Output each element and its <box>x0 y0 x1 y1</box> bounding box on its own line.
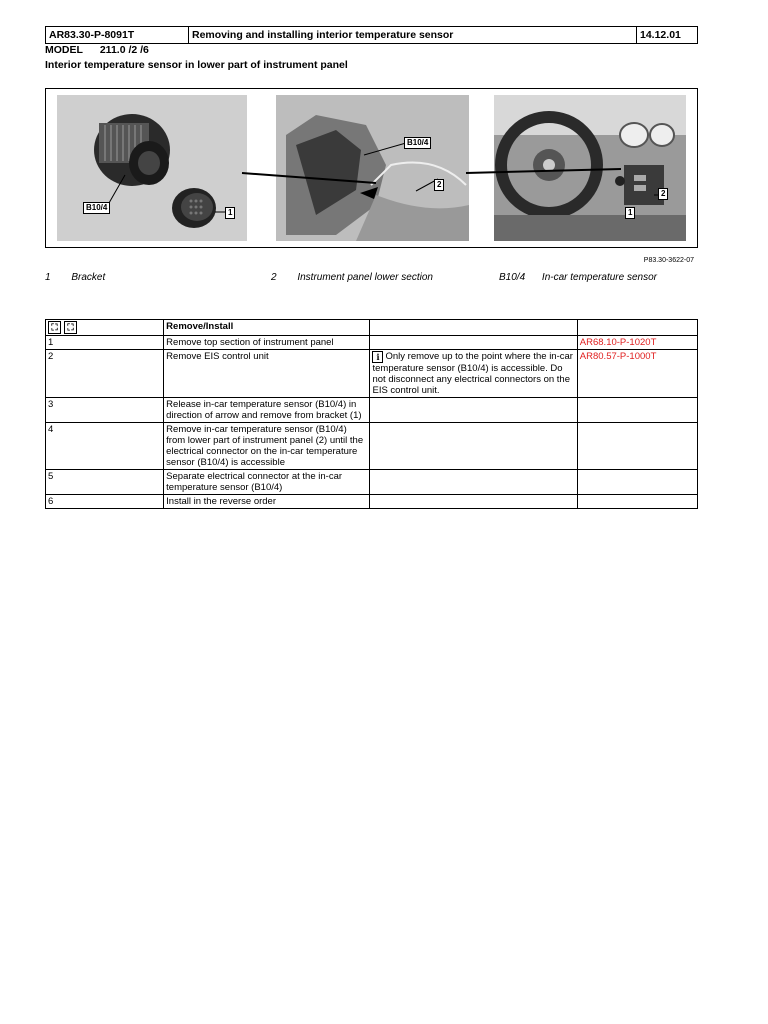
panel-photo <box>276 95 469 241</box>
document-id: AR83.30-P-8091T <box>46 27 189 44</box>
column-header-action: Remove/Install <box>164 320 370 336</box>
step-number: 1 <box>46 336 164 350</box>
step-note-cell <box>370 350 577 398</box>
cockpit-photo <box>494 95 686 241</box>
step-number: 5 <box>46 470 164 495</box>
step-note <box>370 470 577 495</box>
step-ref-link[interactable]: AR80.57-P-1000T <box>577 350 697 398</box>
sensor-photo <box>57 95 247 241</box>
step-number: 4 <box>46 423 164 470</box>
remove-icon: ⛶ <box>48 321 61 334</box>
step-action: Remove in-car temperature sensor (B10/4) from lower part of instrument panel (2) until the electrical connector on the in-car temperature sensor (B10/4) is accessible <box>164 423 370 470</box>
step-ref <box>577 423 697 470</box>
figure-frame <box>45 88 698 248</box>
steps-table <box>45 319 698 509</box>
document-title: Removing and installing interior temperature sensor <box>189 27 637 44</box>
model-line <box>45 44 163 56</box>
step-action: Install in the reverse order <box>164 495 370 509</box>
legend-text: In-car temperature sensor <box>541 272 657 283</box>
step-action: Remove EIS control unit <box>164 350 370 398</box>
column-header-note <box>370 320 577 336</box>
table-row <box>46 336 698 350</box>
step-number: 3 <box>46 398 164 423</box>
tool-icons-cell <box>46 320 164 336</box>
document-header <box>45 26 698 44</box>
callout-b104: B10/4 <box>83 202 110 214</box>
legend-item <box>45 272 105 283</box>
legend-num: 1 <box>45 272 51 283</box>
callout-1: 1 <box>225 207 235 219</box>
sensor-illustration <box>57 95 247 241</box>
legend-item <box>271 272 433 283</box>
document-date: 14.12.01 <box>637 27 698 44</box>
section-subtitle: Interior temperature sensor in lower part of instrument panel <box>45 59 348 71</box>
callout-b104: B10/4 <box>404 137 431 149</box>
step-number: 6 <box>46 495 164 509</box>
step-note <box>370 495 577 509</box>
table-row <box>46 495 698 509</box>
step-ref <box>577 470 697 495</box>
step-note <box>370 336 577 350</box>
step-ref <box>577 495 697 509</box>
step-ref <box>577 398 697 423</box>
step-number: 2 <box>46 350 164 398</box>
figure-reference: P83.30-3622-07 <box>643 257 694 264</box>
legend-item <box>499 272 657 283</box>
install-icon: ⛶ <box>64 321 77 334</box>
cockpit-illustration <box>494 95 686 241</box>
panel-illustration <box>276 95 469 241</box>
callout-2: 2 <box>658 188 668 200</box>
step-action: Separate electrical connector at the in-car temperature sensor (B10/4) <box>164 470 370 495</box>
column-header-ref <box>577 320 697 336</box>
step-action: Remove top section of instrument panel <box>164 336 370 350</box>
step-ref-link[interactable]: AR68.10-P-1020T <box>577 336 697 350</box>
table-row <box>46 350 698 398</box>
step-action: Release in-car temperature sensor (B10/4) in direction of arrow and remove from bracket (1) <box>164 398 370 423</box>
step-note <box>370 398 577 423</box>
legend-num: 2 <box>271 272 277 283</box>
model-value: 211.0 /2 /6 <box>99 44 149 56</box>
legend-num: B10/4 <box>499 272 526 283</box>
step-note: Only remove up to the point where the in-car temperature sensor (B10/4) is accessible. Do not disconnect any electrical connectors on the EIS control unit. <box>372 351 573 396</box>
step-note <box>370 423 577 470</box>
table-row <box>46 423 698 470</box>
callout-2: 2 <box>434 179 444 191</box>
callout-1: 1 <box>625 207 635 219</box>
info-icon: i <box>372 351 383 363</box>
table-header-row <box>46 320 698 336</box>
table-row <box>46 398 698 423</box>
legend-text: Bracket <box>71 272 106 283</box>
legend-text: Instrument panel lower section <box>297 272 433 283</box>
table-row <box>46 470 698 495</box>
model-label: MODEL <box>45 44 83 56</box>
